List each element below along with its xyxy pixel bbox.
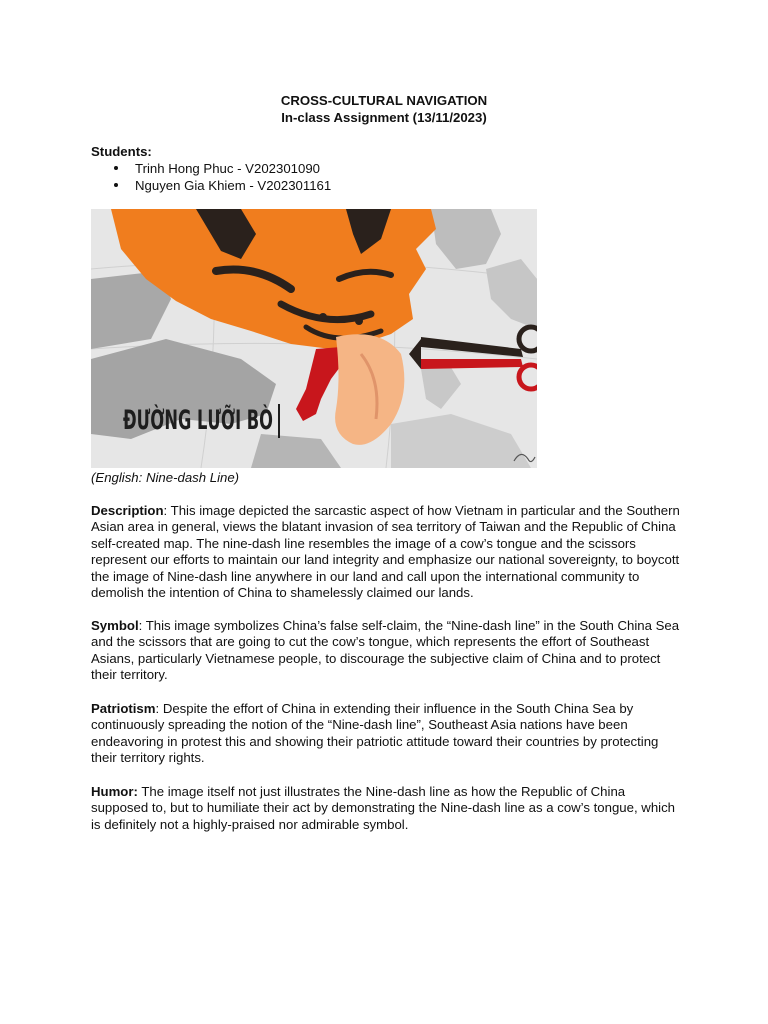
figure-caption: (English: Nine-dash Line): [91, 470, 240, 485]
cow-nostril: [355, 317, 363, 325]
cow-nostril: [319, 313, 327, 321]
humor-text: The image itself not just illustrates the Nine-dash line as how the Republic of China supposed to, but to humiliate their act by demonstrating the Nine-dash line as a cow’s tongue, which is definitely not a highly-praised nor admirable symbol.: [91, 784, 676, 832]
cartoon-map-image: [91, 209, 537, 468]
humor-label: Humor:: [91, 784, 138, 799]
overlay-title: ĐƯỜNG LƯỠI BÒ: [123, 405, 373, 436]
symbol-paragraph: [91, 618, 681, 684]
students-section: [91, 143, 331, 194]
students-label: Students:: [91, 144, 152, 159]
patriotism-label: Patriotism: [91, 701, 156, 716]
student-item: Nguyen Gia Khiem - V202301161: [114, 177, 331, 194]
document-title: CROSS-CULTURAL NAVIGATION: [280, 93, 488, 108]
patriotism-paragraph: [91, 701, 681, 767]
description-paragraph: [91, 503, 681, 601]
description-text: : This image depicted the sarcastic aspect of how Vietnam in particular and the Southern Asian area in general, views the blatant invasion of sea territory of Taiwan and the Republic of China self-created map. The nine-dash line resembles the image of a cow’s tongue and the scissors represent our efforts to maintain our land integrity and emphasize our national sovereignty, to boycott the image of Nine-dash line anywhere in our land and call upon the international community to demolish the intention of China to shamelessly claimed our lands.: [91, 503, 680, 601]
students-list: [91, 160, 331, 194]
document-subtitle: In-class Assignment (13/11/2023): [281, 110, 487, 125]
description-label: Description: [91, 503, 164, 518]
humor-paragraph: [91, 784, 681, 833]
symbol-text: : This image symbolizes China’s false self-claim, the “Nine-dash line” in the South China Sea and the scissors that are going to cut the cow’s tongue, which represents the effort of Southeast Asians, particularly Vietnamese people, to discourage the subjective claim of China and to protect their territory.: [91, 618, 680, 683]
patriotism-text: : Despite the effort of China in extending their influence in the South China Sea by continuously spreading the notion of the “Nine-dash line”, Southeast Asia nations have been endeavoring in protest this and showing their patriotic attitude toward their countries by protecting their territory rights.: [91, 701, 659, 766]
student-item: Trinh Hong Phuc - V202301090: [114, 160, 331, 177]
symbol-label: Symbol: [91, 618, 139, 633]
title-block: [0, 92, 768, 126]
overlay-divider: [278, 404, 280, 438]
map-illustration: [91, 209, 537, 468]
